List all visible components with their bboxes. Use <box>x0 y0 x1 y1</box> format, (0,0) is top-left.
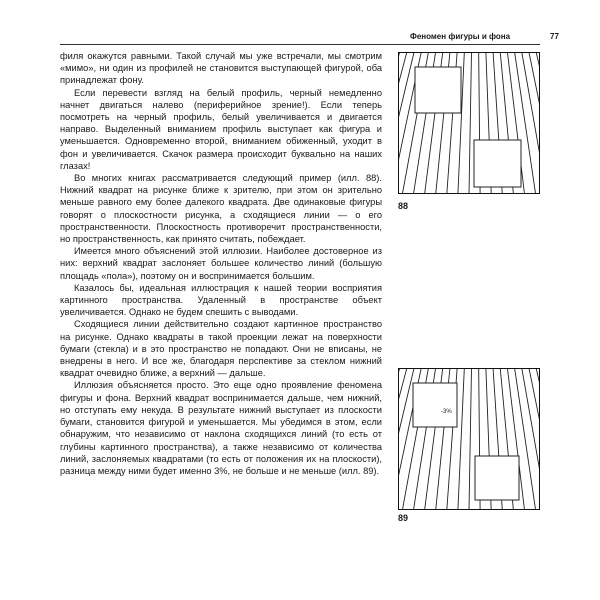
perspective-line <box>469 368 472 510</box>
percent-label: -3% <box>441 409 452 415</box>
perspective-illustration <box>398 368 540 510</box>
header-rule <box>60 44 540 45</box>
illustration-88 <box>398 52 540 194</box>
square <box>474 140 521 187</box>
page-number: 77 <box>550 32 559 41</box>
running-header-title: Феномен фигуры и фона <box>410 32 511 41</box>
figure-number-89: 89 <box>398 513 409 523</box>
body-text <box>60 50 382 477</box>
perspective-line <box>522 52 540 194</box>
perspective-line <box>522 368 540 510</box>
illustration-89 <box>398 368 540 510</box>
square <box>415 67 461 113</box>
perspective-illustration <box>398 52 540 194</box>
figure-number-88: 88 <box>398 201 409 211</box>
perspective-line <box>398 52 407 194</box>
perspective-line <box>458 368 464 510</box>
square <box>413 383 457 427</box>
paragraph: Казалось бы, идеальная иллюстрация к нашей теории восприятия картинного пространства. Удаленный в пространстве объект увеличивается. Однако не будем спешить с выводами. <box>60 282 382 318</box>
paragraph: Иллюзия объясняется просто. Это еще одно проявление феномена фигуры и фона. Верхний квадрат воспринимается дальше, чем нижний, но отступать ему некуда. В результате нижний выступает из плоскости бумаги, становится фигурой и уменьшается. Мы убедимся в этом, если обнаружим, что независимо от наклона сходящихся линий (то есть от глубины картинного пространства), а также независимо от количества линий, заслоняемых квадратами (то есть от положения их на плоскости), разница между ними будет именно 3%, не больше и не меньше (илл. 89). <box>60 380 382 476</box>
paragraph: Во многих книгах рассматривается следующий пример (илл. 88). Нижний квадрат на рисунке ближе к зрителю, при этом он зрительно меньше равного ему более далекого квадрата. Две одинаковые фигуры говорят о плоскостности рисунка, а сходящиеся линии — о его пространственности. Плоскостность противоречит пространственности, но пространственность, как принято считать, побеждает. <box>60 173 382 245</box>
paragraph: Имеется много объяснений этой иллюзии. Наиболее достоверное из них: верхний квадрат заслоняет большее количество линий (большую площадь «пола»), поэтому он и воспринимается большим. <box>60 246 382 281</box>
paragraph: Если перевести взгляд на белый профиль, черный немедленно начнет двигаться налево (периферийное зрение!). Если теперь посмотреть на черный профиль, белый увеличивается и двигается направо. Выделенный вниманием профиль выступает как фигура и уменьшается. Одновременно второй, вниманием обиженный, уходит в фон и увеличивается. Скачок размера происходит буквально на наших глазах! <box>60 87 382 171</box>
square <box>475 456 519 500</box>
perspective-line <box>398 368 407 510</box>
paragraph: филя окажутся равными. Такой случай мы уже встречали, мы смотрим «мимо», ни один из профилей не становится выступающей фигурой, оба принадлежат фону. <box>60 51 382 86</box>
perspective-line <box>469 52 472 194</box>
paragraph: Сходящиеся линии действительно создают картинное пространство на рисунке. Однако квадраты в такой проекции лежат на поверхности бумаги (стекла) и в это пространство не попадают. Они не вписаны, не внедрены в него. И все же, благодаря перспективе за стеклом нижний квадрат очевидно ближе, а верхний — дальше. <box>60 319 382 379</box>
